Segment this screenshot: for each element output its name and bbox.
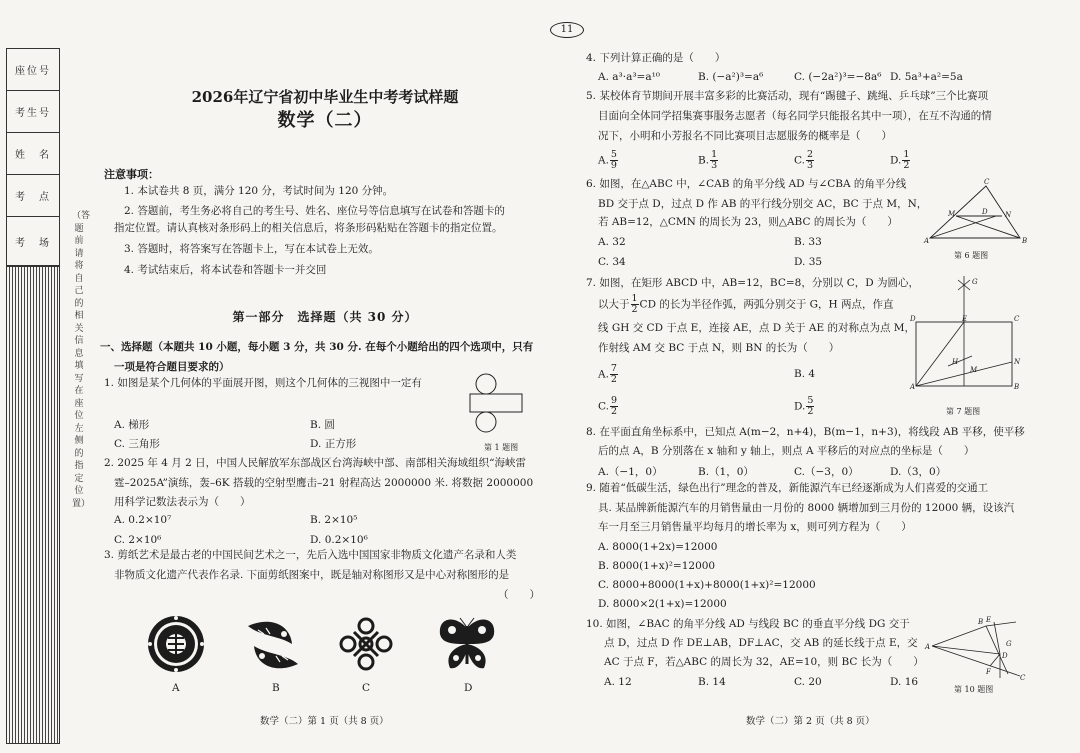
point-label: B <box>1022 237 1028 245</box>
fraction <box>610 364 618 385</box>
q9-option-c[interactable]: C. 8000+8000(1+x)+8000(1+x)²=12000 <box>598 579 816 591</box>
point-label: D <box>982 208 988 216</box>
q4-option-b[interactable]: B. (−a²)³=a⁶ <box>698 71 764 83</box>
note-item: 1. 本试卷共 8 页，满分 120 分，考试时间为 120 分钟。 <box>124 185 394 197</box>
option-label: D. <box>794 400 806 413</box>
q9-option-a[interactable]: A. 8000(1+2x)=12000 <box>598 541 718 553</box>
point-label: N <box>1005 211 1012 219</box>
field-label: 姓 名 <box>15 150 51 161</box>
fraction <box>902 150 910 171</box>
page-one-footer: 数学（二）第 1 页（共 8 页） <box>260 716 389 727</box>
q7-option-b[interactable]: B. 4 <box>794 368 816 380</box>
question-10-stem: 点 D，过点 D 作 DE⊥AB，DF⊥AC，交 AB 的延长线于点 E，交 <box>604 637 918 649</box>
note-item: 4. 考试结束后，将本试卷和答题卡一并交回 <box>124 264 327 276</box>
point-label: M <box>948 210 956 218</box>
cylinder-net-figure <box>468 372 524 444</box>
papercut-a-image[interactable] <box>146 614 206 674</box>
stem-text: CD 的长为半径作弧，两弧分别交于 G，H 两点，作直 <box>639 298 894 311</box>
point-label: C <box>1020 674 1026 682</box>
answer-bracket: （ ） <box>498 589 540 601</box>
numerator: 1 <box>711 149 718 160</box>
q1-option-b[interactable]: B. 圆 <box>310 419 335 431</box>
denominator: 2 <box>631 304 638 315</box>
point-label: B <box>1014 383 1020 391</box>
q6-option-b[interactable]: B. 33 <box>794 236 822 248</box>
stem-text: 以大于 <box>598 298 630 311</box>
field-label: 考 点 <box>15 192 51 203</box>
fraction <box>806 150 814 171</box>
question-9-stem: 车一月至三月销售量平均每月的增长率为 x，则可列方程为（ ） <box>598 521 912 533</box>
question-10-stem: 10. 如图，∠BAC 的角平分线 AD 与线段 BC 的垂直平分线 DG 交于 <box>586 618 910 630</box>
option-label: B. <box>698 154 710 167</box>
point-label: G <box>1006 640 1012 648</box>
binding-instruction: （答题前请将自己的相关信息填写在座位左侧的指定位置） <box>72 211 91 509</box>
denominator: 3 <box>807 160 814 171</box>
numerator: 1 <box>631 293 638 304</box>
numerator: 5 <box>807 395 814 406</box>
binding-strip <box>6 48 60 744</box>
papercut-c-image[interactable] <box>336 614 396 674</box>
q5-option-d[interactable] <box>890 150 911 171</box>
q5-option-c[interactable] <box>794 150 815 171</box>
denominator: 3 <box>711 160 718 171</box>
q10-option-c[interactable]: C. 20 <box>794 676 822 688</box>
q7-option-a[interactable] <box>598 364 619 385</box>
point-label: G <box>972 278 978 286</box>
point-label: D <box>910 315 916 323</box>
barcode-hatch-area <box>6 266 60 744</box>
question-8-stem: 8. 在平面直角坐标系中，已知点 A(m−2，n+4)，B(m−1，n+3)，将线段 AB 平移，使平移 <box>586 426 1025 438</box>
question-7-stem: 线 GH 交 CD 于点 E，连接 AE，点 D 关于 AE 的对称点为点 M， <box>598 322 916 334</box>
point-label: E <box>962 315 968 323</box>
note-item: 3. 答题时，将答案写在答题卡上，写在本试卷上无效。 <box>124 243 379 255</box>
point-label: M <box>970 366 978 374</box>
papercut-d-image[interactable] <box>436 614 498 674</box>
page-two-footer: 数学（二）第 2 页（共 8 页） <box>746 716 875 727</box>
question-5-stem: 5. 某校体育节期间开展丰富多彩的比赛活动，现有“踢毽子、跳绳、乒乓球”三个比赛项 <box>586 90 989 102</box>
point-label: C <box>1014 315 1020 323</box>
fraction <box>610 150 618 171</box>
q1-option-a[interactable]: A. 梯形 <box>114 419 150 431</box>
fraction <box>806 396 814 417</box>
question-7-stem: 7. 如图，在矩形 ABCD 中，AB=12，BC=8，分别以 C，D 为圆心， <box>586 277 919 289</box>
field-label: 考 场 <box>15 237 51 249</box>
notes-heading: 注意事项： <box>104 168 159 181</box>
q10-option-b[interactable]: B. 14 <box>698 676 726 688</box>
field-label: 座位号 <box>15 66 51 77</box>
option-label: C. <box>598 400 609 413</box>
question-3-stem: 3. 剪纸艺术是最古老的中国民间艺术之一，先后入选中国国家非物质文化遗产名录和人类 <box>104 549 517 561</box>
q7-option-c[interactable] <box>598 396 619 417</box>
q3-label-a: A <box>172 682 180 694</box>
q7-option-d[interactable] <box>794 396 815 417</box>
fraction <box>710 150 718 171</box>
note-item: 2. 答题前，考生务必将自己的考生号、姓名、座位号等信息填写在试卷和答题卡的 <box>124 205 505 217</box>
point-label: N <box>1014 358 1021 366</box>
question-6-stem: 若 AB=12，△CMN 的周长为 23，则△ABC 的周长为（ ） <box>598 216 898 228</box>
question-7-stem: 作射线 AM 交 BC 于点 N，则 BN 的长为（ ） <box>598 342 840 354</box>
page-badge: 11 <box>550 22 584 38</box>
q1-caption: 第 1 题图 <box>484 443 519 452</box>
q3-label-d: D <box>464 682 473 694</box>
option-label: A. <box>598 368 609 381</box>
point-label: H <box>952 358 959 366</box>
point-label: A <box>910 383 916 391</box>
denominator: 2 <box>903 160 910 171</box>
q10-caption: 第 10 题图 <box>954 685 994 694</box>
exam-site-field[interactable] <box>6 174 60 216</box>
question-6-stem: 6. 如图，在△ABC 中，∠CAB 的角平分线 AD 与∠CBA 的角平分线 <box>586 178 907 190</box>
q6-option-d[interactable]: D. 35 <box>794 256 823 268</box>
point-label: F <box>986 668 991 676</box>
field-label: 考生号 <box>15 108 51 119</box>
page-one <box>100 0 550 753</box>
name-field[interactable] <box>6 132 60 174</box>
q2-option-a[interactable]: A. 0.2×10⁷ <box>114 514 172 526</box>
exam-subtitle: 数学（二） <box>277 110 373 131</box>
q1-option-d[interactable]: D. 正方形 <box>310 438 357 450</box>
exam-room-field[interactable] <box>6 216 60 266</box>
q6-option-c[interactable]: C. 34 <box>598 256 626 268</box>
q8-option-d[interactable]: D.（3，0） <box>890 466 947 478</box>
denominator: 2 <box>807 406 814 417</box>
q4-option-a[interactable]: A. a³·a³=a¹⁰ <box>598 71 661 83</box>
q9-option-d[interactable]: D. 8000×2(1+x)=12000 <box>598 598 727 610</box>
point-label: A <box>924 237 930 245</box>
denominator: 9 <box>610 160 617 171</box>
q8-option-c[interactable]: C.（−3，0） <box>794 466 859 478</box>
fraction <box>631 294 639 315</box>
seat-number-field[interactable] <box>6 48 60 90</box>
q6-triangle-figure <box>926 180 1026 246</box>
q9-option-b[interactable]: B. 8000(1+x)²=12000 <box>598 560 716 572</box>
question-2-stem: 2. 2025 年 4 月 2 日，中国人民解放军东部战区台湾海峡中部、南部相关海域组织“海峡雷 <box>104 457 526 469</box>
q6-option-a[interactable]: A. 32 <box>598 236 626 248</box>
q4-option-c[interactable]: C. (−2a²)³=−8a⁶ <box>794 71 882 83</box>
section-intro: 一、选择题（本题共 10 小题，每小题 3 分，共 30 分. 在每个小题给出的四个选项中，只有 <box>100 341 534 353</box>
q3-label-c: C <box>362 682 371 694</box>
part-title: 第一部分 选择题（共 30 分） <box>232 310 418 324</box>
question-2-stem: 霆–2025A”演练，轰–6K 搭载的空射型鹰击–21 射程高达 2000000 米. 将数据 2000000 <box>114 477 534 489</box>
question-3-stem: 非物质文化遗产代表作名录. 下面剪纸图案中，既是轴对称图形又是中心对称图形的是 <box>114 569 510 581</box>
q10-option-d[interactable]: D. 16 <box>890 676 919 688</box>
note-item: 指定位置。请认真核对条形码上的相关信息后，将条形码粘贴在答题卡的指定位置。 <box>114 222 503 234</box>
denominator: 2 <box>611 406 618 417</box>
q10-angle-figure <box>925 616 1026 682</box>
point-label: E <box>986 616 992 624</box>
question-10-stem: AC 于点 F，若△ABC 的周长为 32，AE=10，则 BC 长为（ ） <box>604 656 924 668</box>
point-label: C <box>984 178 990 186</box>
numerator: 2 <box>807 149 814 160</box>
point-label: A <box>925 643 931 651</box>
question-4-stem: 4. 下列计算正确的是（ ） <box>586 52 726 64</box>
page-two <box>586 0 1080 753</box>
q5-option-b[interactable] <box>698 150 719 171</box>
q2-option-d[interactable]: D. 0.2×10⁶ <box>310 534 368 546</box>
q2-option-b[interactable]: B. 2×10⁵ <box>310 514 358 526</box>
fraction <box>610 396 618 417</box>
q8-option-b[interactable]: B.（1，0） <box>698 466 754 478</box>
q7-caption: 第 7 题图 <box>946 407 981 416</box>
q5-option-a[interactable] <box>598 150 619 171</box>
numerator: 5 <box>610 149 617 160</box>
q7-rectangle-figure <box>912 276 1024 390</box>
question-2-stem: 用科学记数法表示为（ ） <box>114 496 251 508</box>
q1-option-c[interactable]: C. 三角形 <box>114 438 160 450</box>
option-label: A. <box>598 154 609 167</box>
option-label: D. <box>890 154 902 167</box>
point-label: D <box>1002 652 1008 660</box>
numerator: 1 <box>903 149 910 160</box>
question-7-stem <box>598 294 894 315</box>
papercut-b-image[interactable] <box>240 614 306 676</box>
q4-option-d[interactable]: D. 5a³+a²=5a <box>890 71 963 83</box>
question-5-stem: 况下，小明和小芳报名不同比赛项目志愿服务的概率是（ ） <box>598 130 892 142</box>
denominator: 2 <box>610 374 617 385</box>
candidate-number-field[interactable] <box>6 90 60 132</box>
question-6-stem: BD 交于点 D，过点 D 作 AB 的平行线分别交 AC，BC 于点 M，N， <box>598 198 928 210</box>
q10-option-a[interactable]: A. 12 <box>604 676 632 688</box>
question-5-stem: 目面向全体同学招集赛事服务志愿者（每名同学只能报名其中一项），在互不沟通的情 <box>598 110 992 122</box>
exam-title: 2026年辽宁省初中毕业生中考考试样题 <box>191 88 459 106</box>
q3-label-b: B <box>272 682 280 694</box>
q2-option-c[interactable]: C. 2×10⁶ <box>114 534 162 546</box>
point-label: B <box>978 618 984 626</box>
q8-option-a[interactable]: A.（−1，0） <box>598 466 663 478</box>
option-label: C. <box>794 154 805 167</box>
question-9-stem: 9. 随着“低碳生活，绿色出行”理念的普及，新能源汽车已经逐渐成为人们喜爱的交通工 <box>586 482 989 494</box>
question-8-stem: 后的点 A，B 分别落在 x 轴和 y 轴上，则点 A 平移后的对应点的坐标是（ ） <box>598 445 975 457</box>
question-9-stem: 具. 某品牌新能源汽车的月销售量由一月份的 8000 辆增加到三月份的 12000 辆，设该汽 <box>598 502 1015 514</box>
numerator: 9 <box>611 395 618 406</box>
section-intro: 一项是符合题目要求的） <box>114 361 230 373</box>
question-1-stem: 1. 如图是某个几何体的平面展开图，则这个几何体的三视图中一定有 <box>104 377 422 389</box>
q6-caption: 第 6 题图 <box>954 251 989 260</box>
numerator: 7 <box>610 363 617 374</box>
